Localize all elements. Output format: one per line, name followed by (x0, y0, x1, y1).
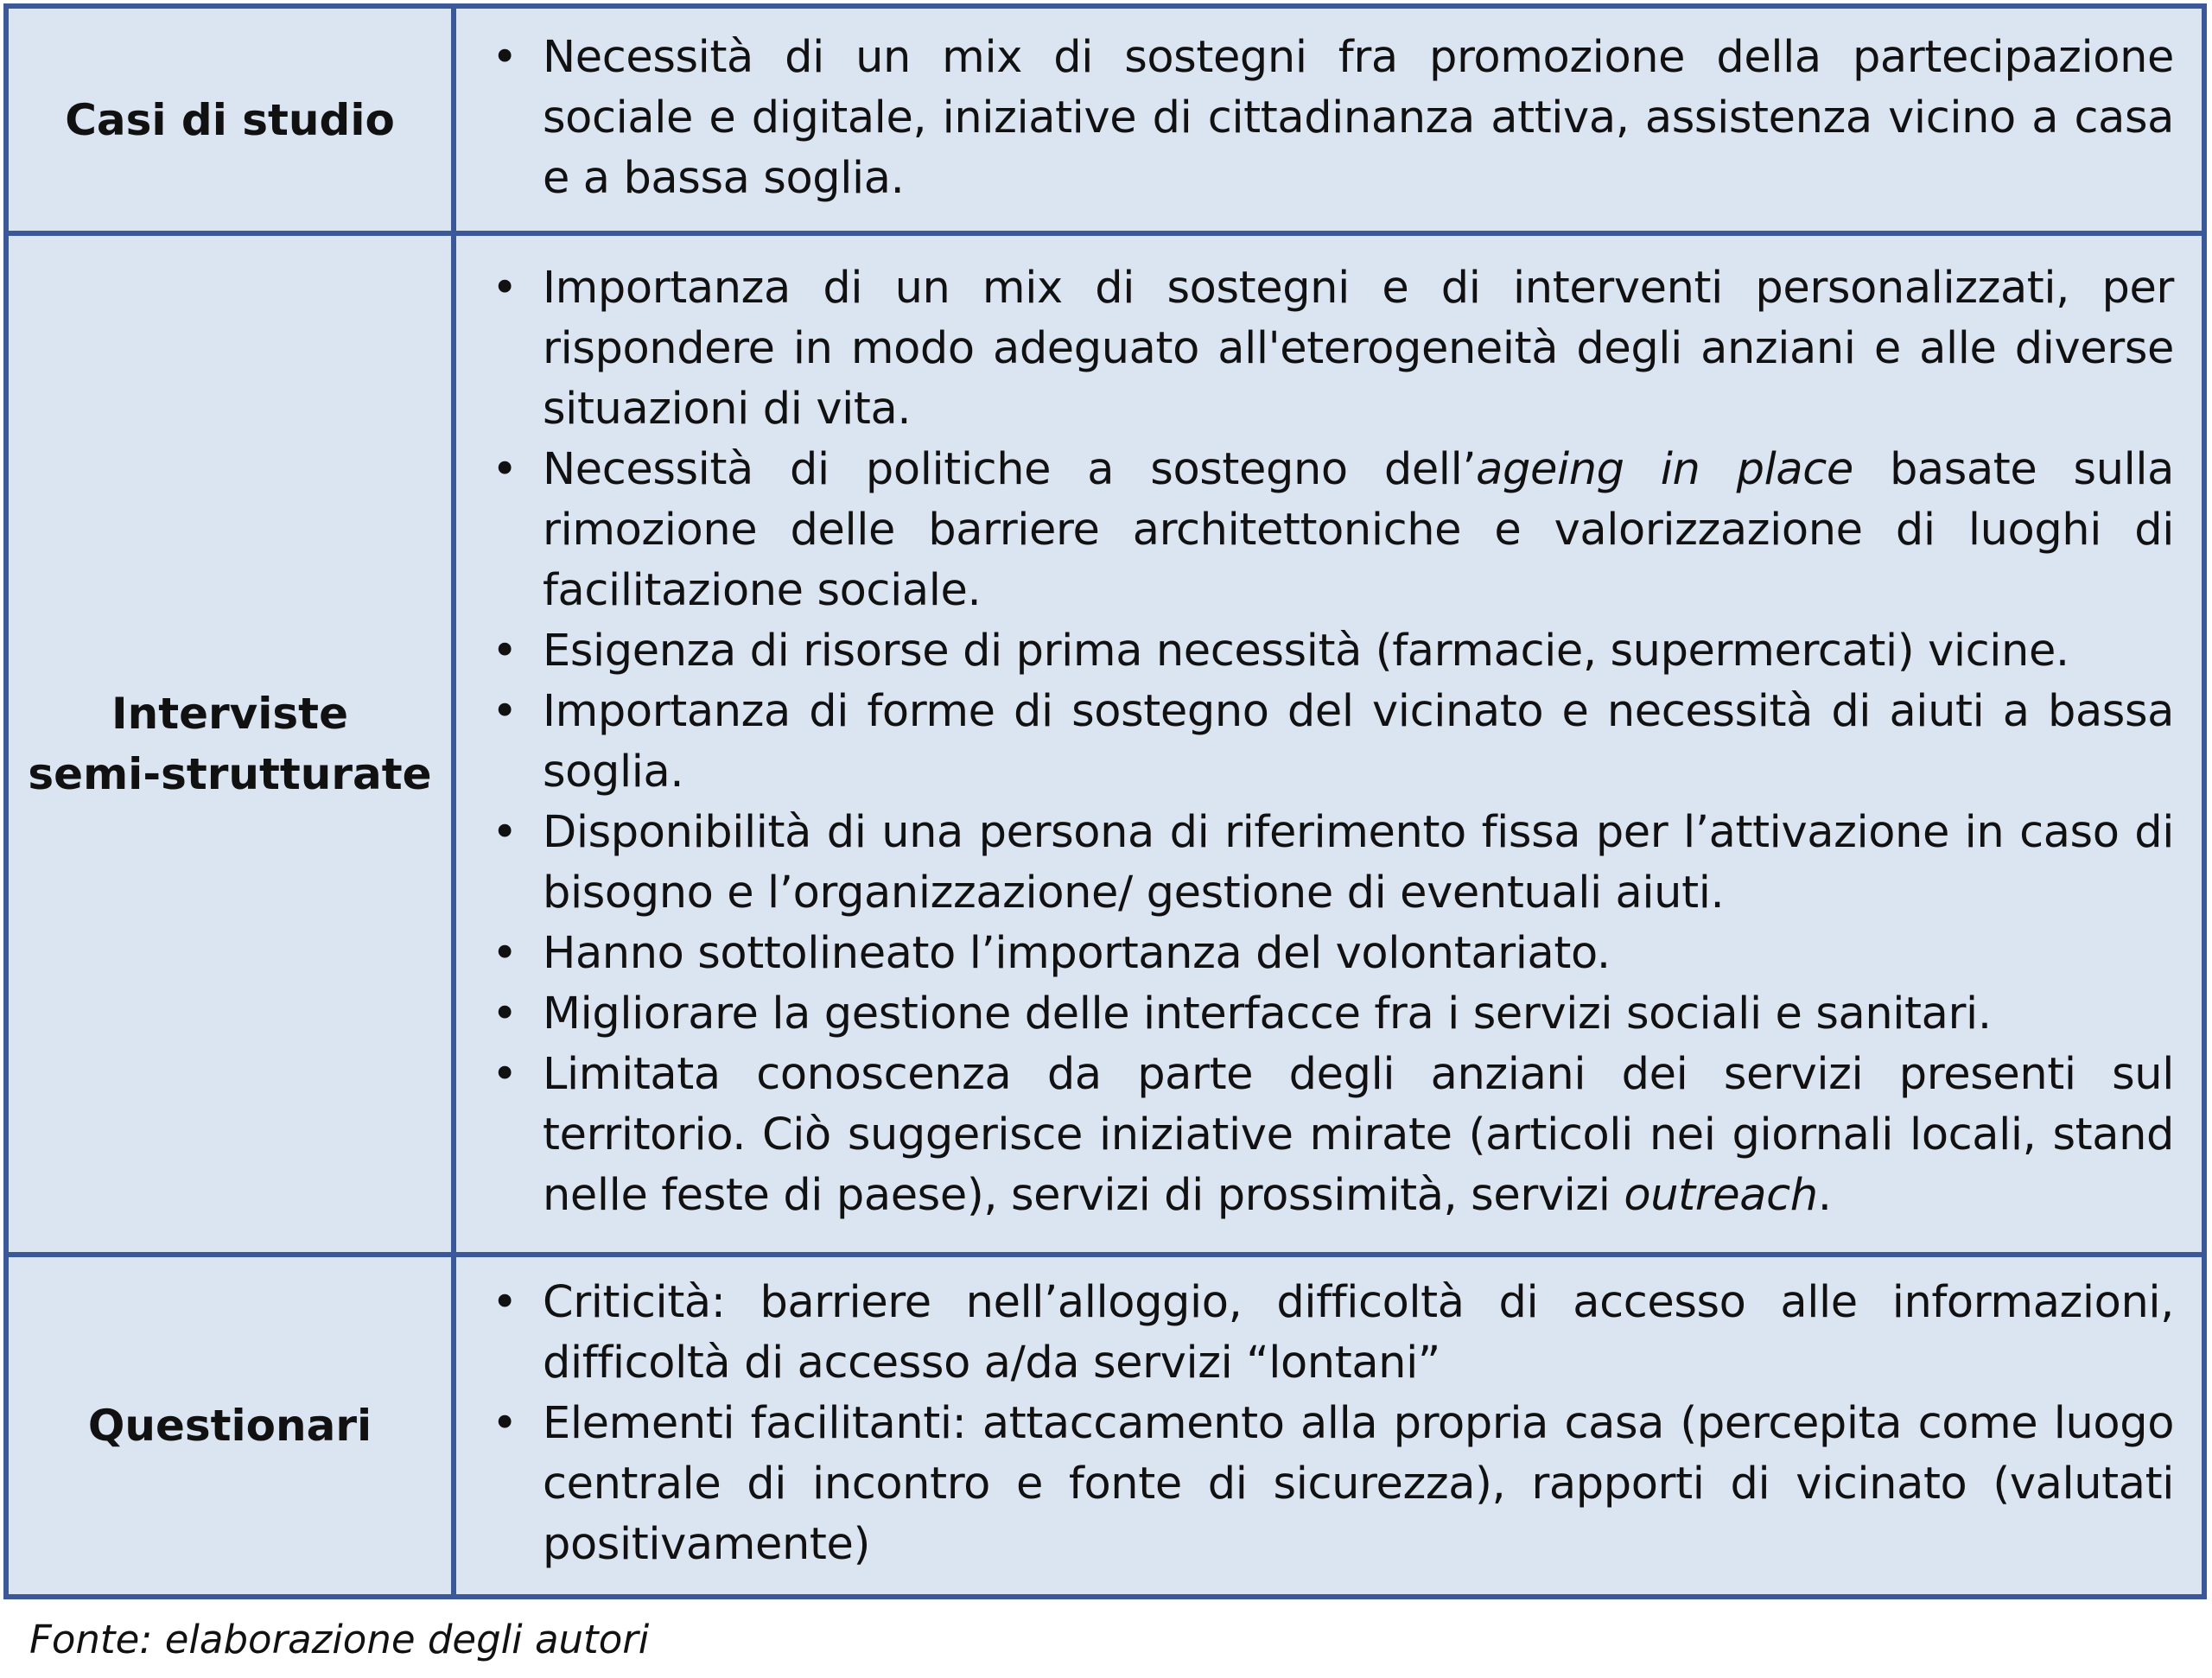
list-item-text: Elementi facilitanti: attaccamento alla propria casa (percepita come luogo centrale di incontro e fonte di sicurezza), rapporti di vicinato (valutati positivamente) (543, 1398, 2174, 1570)
summary-table (3, 3, 2207, 1599)
bullet-icon: • (492, 686, 518, 737)
row-label-line: Interviste (111, 689, 348, 739)
list-item (474, 682, 2174, 803)
table-row-casi-di-studio (6, 6, 2204, 233)
list-item (474, 803, 2174, 924)
table-row-interviste (6, 233, 2204, 1255)
list-item-text: Esigenza di risorse di prima necessità (farmacie, supermercati) vicine. (543, 626, 2069, 677)
list-item (474, 924, 2174, 984)
bullet-icon: • (492, 626, 518, 677)
list-item (474, 621, 2174, 682)
row-label-casi-di-studio: Casi di studio (6, 6, 454, 233)
list-item-text: Migliorare la gestione delle interfacce fra i servizi sociali e sanitari. (543, 988, 1992, 1039)
bullet-icon: • (492, 263, 518, 314)
list-item-text: Disponibilità di una persona di riferimento fissa per l’attivazione in caso di bisogno e l’organizzazione/ gestione di eventuali aiuti. (543, 807, 2174, 918)
list-item (474, 1045, 2174, 1226)
list-item-text: Hanno sottolineato l’importanza del volontariato. (543, 928, 1611, 979)
bullet-icon: • (492, 928, 518, 979)
list-item-text: Necessità di un mix di sostegni fra promozione della partecipazione sociale e digitale, iniziative di cittadinanza attiva, assistenza vicino a casa e a bassa soglia. (543, 31, 2174, 204)
list-item-text: . (1817, 1170, 1832, 1221)
list-item-text: Importanza di un mix di sostegni e di interventi personalizzati, per rispondere in modo adeguato all'eterogeneità degli anziani e alle diverse situazioni di vita. (543, 263, 2174, 435)
table-row-questionari (6, 1255, 2204, 1597)
italic-term: outreach (1624, 1170, 1818, 1221)
bullet-list-casi-di-studio (474, 28, 2174, 209)
row-label-line: semi-strutturate (28, 749, 432, 799)
bullet-icon: • (492, 1049, 518, 1100)
list-item (474, 28, 2174, 209)
bullet-icon: • (492, 807, 518, 858)
list-item (474, 1273, 2174, 1394)
list-item-text: basate sulla rimozione delle barriere architettoniche e valorizzazione di luoghi di facilitazione sociale. (543, 444, 2175, 616)
bullet-icon: • (492, 1277, 518, 1328)
content-cell-questionari (454, 1255, 2204, 1597)
list-item (474, 440, 2174, 621)
italic-term: ageing in place (1476, 444, 1853, 495)
bullet-icon: • (492, 1398, 518, 1449)
list-item (474, 258, 2174, 440)
list-item-text: Limitata conoscenza da parte degli anziani dei servizi presenti sul territorio. Ciò suggerisce iniziative mirate (articoli nei giornali locali, stand nelle feste di paese), servizi di prossimità, servizi (543, 1049, 2174, 1221)
row-label-questionari: Questionari (6, 1255, 454, 1597)
content-cell-casi-di-studio (454, 6, 2204, 233)
list-item-text: Criticità: barriere nell’alloggio, difficoltà di accesso alle informazioni, difficoltà di accesso a/da servizi “lontani” (543, 1277, 2174, 1389)
list-item-text: Importanza di forme di sostegno del vicinato e necessità di aiuti a bassa soglia. (543, 686, 2174, 798)
bullet-list-interviste (474, 258, 2174, 1226)
list-item-text: Necessità di politiche a sostegno dell’ (543, 444, 1477, 495)
bullet-list-questionari (474, 1273, 2174, 1575)
list-item (474, 1394, 2174, 1575)
bullet-icon: • (492, 988, 518, 1039)
bullet-icon: • (492, 444, 518, 495)
bullet-icon: • (492, 31, 518, 83)
content-cell-interviste (454, 233, 2204, 1255)
list-item (474, 984, 2174, 1045)
source-note: Fonte: elaborazione degli autori (29, 1617, 650, 1662)
row-label-interviste (6, 233, 454, 1255)
